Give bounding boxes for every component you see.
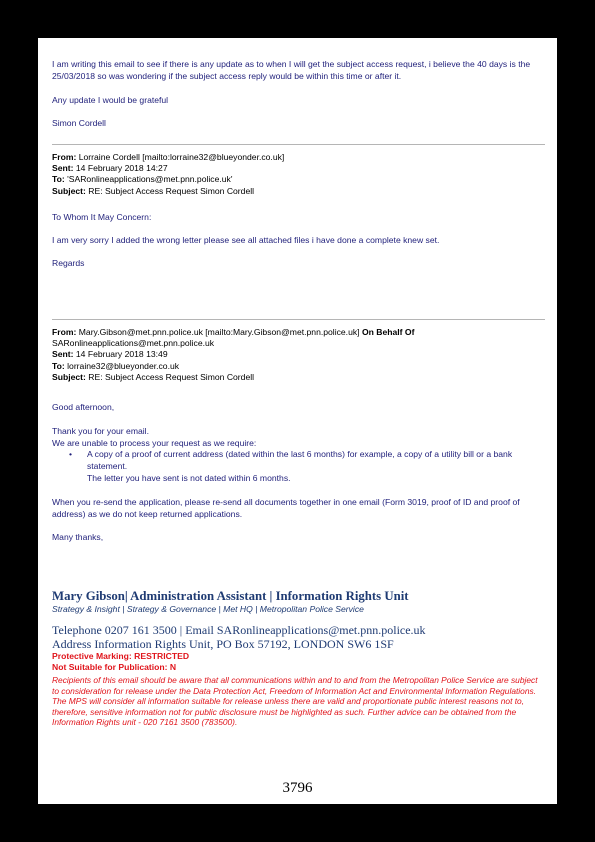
sent-label: Sent: xyxy=(52,163,74,174)
email1-paragraph: I am writing this email to see if there is any update as to when I will get the subject access request, i believe the 40 days is the 25/03/2018 so was wondering if the subject access reply would be within this time or after it. xyxy=(52,59,531,81)
on-behalf-label: On Behalf Of xyxy=(361,327,415,337)
sent-label: Sent: xyxy=(52,349,74,360)
email1-body xyxy=(52,59,545,130)
separator-line xyxy=(52,144,545,145)
signature-telephone: Telephone 0207 161 3500 | Email SARonlineapplications@met.pnn.police.uk xyxy=(52,623,426,637)
email3-thanks: Thank you for your email. xyxy=(52,425,149,436)
email3-greeting: Good afternoon, xyxy=(52,402,115,412)
bullet-icon: • xyxy=(69,449,73,460)
email3-sign-off: Many thanks, xyxy=(52,532,104,543)
to-value: lorraine32@blueyonder.co.uk xyxy=(67,360,180,371)
signature-department: Strategy & Insight | Strategy & Governance | Met HQ | Metropolitan Police Service xyxy=(52,604,364,614)
to-label: To: xyxy=(52,360,65,371)
email1-update-line: Any update I would be grateful xyxy=(52,94,169,105)
email1-signature: Simon Cordell xyxy=(52,118,106,129)
page-number: 3796 xyxy=(282,780,313,796)
email3-resend: When you re-send the application, please re-send all documents together in one email (Form 3019, proof of ID and proof of address) as we do not keep returned applications. xyxy=(52,496,520,519)
from-value: Mary.Gibson@met.pnn.police.uk [mailto:Mary.Gibson@met.pnn.police.uk] xyxy=(78,327,360,337)
signature-address: Address Information Rights Unit, PO Box 57192, LONDON SW6 1SF xyxy=(52,636,394,651)
on-behalf-value: SARonlineapplications@met.pnn.police.uk xyxy=(52,338,215,349)
subject-value: RE: Subject Access Request Simon Cordell xyxy=(88,185,255,196)
publication-status: Not Suitable for Publication: N xyxy=(52,661,177,672)
separator-line xyxy=(52,319,545,320)
list-item xyxy=(52,449,545,484)
email2-paragraph: I am very sorry I added the wrong letter please see all attached files i have done a complete knew set. xyxy=(52,234,440,245)
bullet-text: A copy of a proof of current address (dated within the last 6 months) for example, a copy of a utility bill or a bank statement. xyxy=(87,449,513,472)
email2-header xyxy=(52,152,545,197)
email2-greeting: To Whom It May Concern: xyxy=(52,212,152,222)
to-label: To: xyxy=(52,174,65,185)
email3-header xyxy=(52,327,545,383)
email2-closing: Regards xyxy=(52,257,85,268)
email2-body xyxy=(52,212,545,269)
sent-value: 14 February 2018 13:49 xyxy=(75,349,168,360)
sent-value: 14 February 2018 14:27 xyxy=(75,163,168,174)
to-value: 'SARonlineapplications@met.pnn.police.uk' xyxy=(67,174,233,185)
document-page xyxy=(38,38,557,804)
protective-marking: Protective Marking: RESTRICTED xyxy=(52,651,190,661)
subject-label: Subject: xyxy=(52,371,86,382)
from-label: From: xyxy=(52,152,77,162)
email3-unable: We are unable to process your request as we require: xyxy=(52,437,257,448)
disclaimer-text: Recipients of this email should be aware that all communications within and to and from the Metropolitan Police Service are subject to consideration for release under the Data Protection Act, Freedom of Information Act and Environmental Information Regulations. The MPS will consider all information suitable for release unless there are valid and proportionate public interest reasons not to, therefore, sensitive information not for public disclosure must be highlighted as such. Further advice can be obtained from the Information Rights unit - 020 7161 3500 (783500). xyxy=(52,675,538,728)
subject-label: Subject: xyxy=(52,185,86,196)
subject-value: RE: Subject Access Request Simon Cordell xyxy=(88,371,255,382)
from-value: Lorraine Cordell [mailto:lorraine32@blueyonder.co.uk] xyxy=(78,152,285,162)
from-label: From: xyxy=(52,327,77,337)
signature-name: Mary Gibson| Administration Assistant | Information Rights Unit xyxy=(52,589,409,603)
bullet-note: The letter you have sent is not dated within 6 months. xyxy=(87,472,291,483)
signature-block xyxy=(52,589,545,728)
email3-body xyxy=(52,402,545,544)
